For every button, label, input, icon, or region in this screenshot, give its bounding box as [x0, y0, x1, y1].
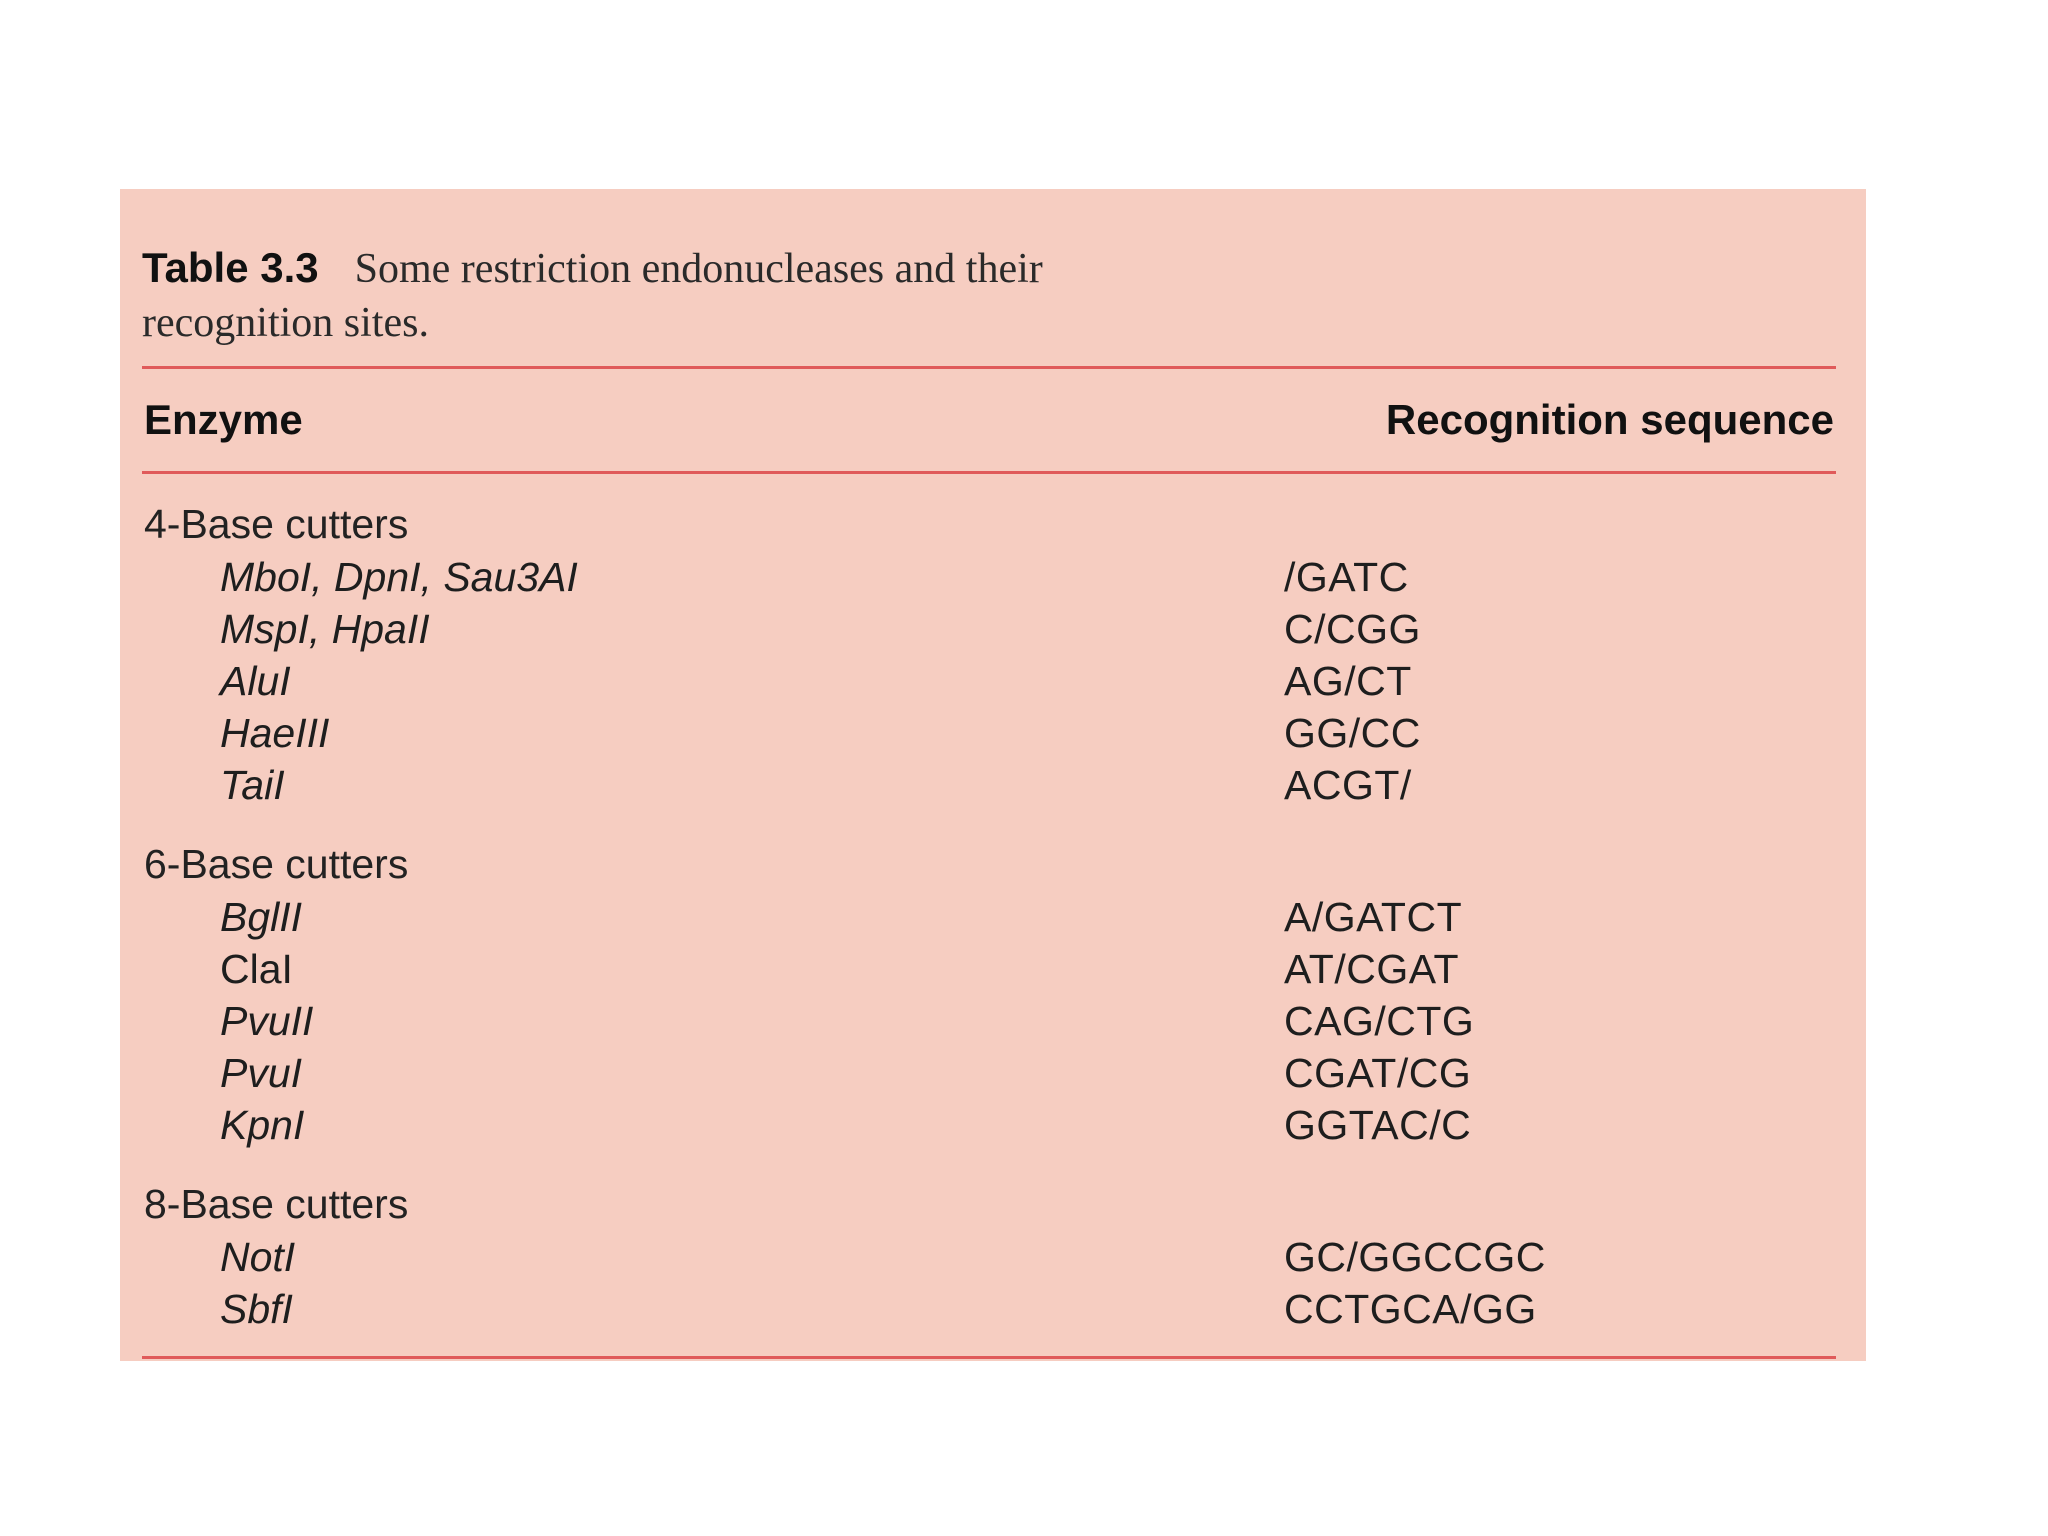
table-panel [120, 189, 1866, 1361]
header-rule [142, 471, 1836, 474]
enzyme-name: NotI [220, 1234, 296, 1280]
enzyme-name: MspI, HpaII [220, 606, 430, 652]
table-row [120, 995, 1866, 1047]
table-row [120, 1099, 1866, 1151]
caption-text-1: Some restriction endonucleases and their [354, 246, 1043, 292]
recognition-sequence: A/GATCT [1284, 894, 1463, 940]
table-row [120, 707, 1866, 759]
enzyme-name: SbfI [220, 1286, 293, 1332]
table-row [120, 943, 1866, 995]
recognition-sequence: CGAT/CG [1284, 1050, 1472, 1096]
table-label: Table 3.3 [142, 244, 319, 291]
table-row [120, 655, 1866, 707]
column-header-enzyme: Enzyme [144, 396, 303, 443]
caption-line-1 [142, 241, 1842, 296]
caption-text-2: recognition sites. [142, 300, 429, 346]
enzyme-name: BglII [220, 894, 303, 940]
bottom-rule [142, 1356, 1836, 1359]
enzyme-name: PvuI [220, 1050, 303, 1096]
enzyme-name: TaiI [220, 762, 285, 808]
recognition-sequence: ACGT/ [1284, 762, 1412, 808]
table-row [120, 603, 1866, 655]
recognition-sequence: /GATC [1284, 554, 1409, 600]
recognition-sequence: GGTAC/C [1284, 1102, 1472, 1148]
top-rule [142, 366, 1836, 369]
enzyme-name: AluI [220, 658, 291, 704]
table-row [120, 1283, 1866, 1335]
table-row [120, 759, 1866, 811]
table-row [120, 1231, 1866, 1283]
group-title-4-base: 4-Base cutters [144, 501, 409, 547]
table-row [120, 1047, 1866, 1099]
recognition-sequence: CCTGCA/GG [1284, 1286, 1537, 1332]
table-row [120, 891, 1866, 943]
table-caption [142, 241, 1842, 350]
recognition-sequence: AG/CT [1284, 658, 1412, 704]
recognition-sequence: AT/CGAT [1284, 946, 1460, 992]
enzyme-name: HaeIII [220, 710, 330, 756]
column-header-sequence: Recognition sequence [1385, 396, 1834, 443]
recognition-sequence: CAG/CTG [1284, 998, 1475, 1044]
group-title-8-base: 8-Base cutters [144, 1181, 409, 1227]
recognition-sequence: GC/GGCCGC [1284, 1234, 1546, 1280]
enzyme-name: PvuII [220, 998, 314, 1044]
recognition-sequence: C/CGG [1284, 606, 1421, 652]
table-row [120, 551, 1866, 603]
recognition-sequence: GG/CC [1284, 710, 1421, 756]
enzyme-name: ClaI [220, 946, 293, 992]
enzyme-name: MboI, DpnI, Sau3AI [220, 554, 578, 600]
enzyme-name: KpnI [220, 1102, 305, 1148]
group-title-6-base: 6-Base cutters [144, 841, 409, 887]
